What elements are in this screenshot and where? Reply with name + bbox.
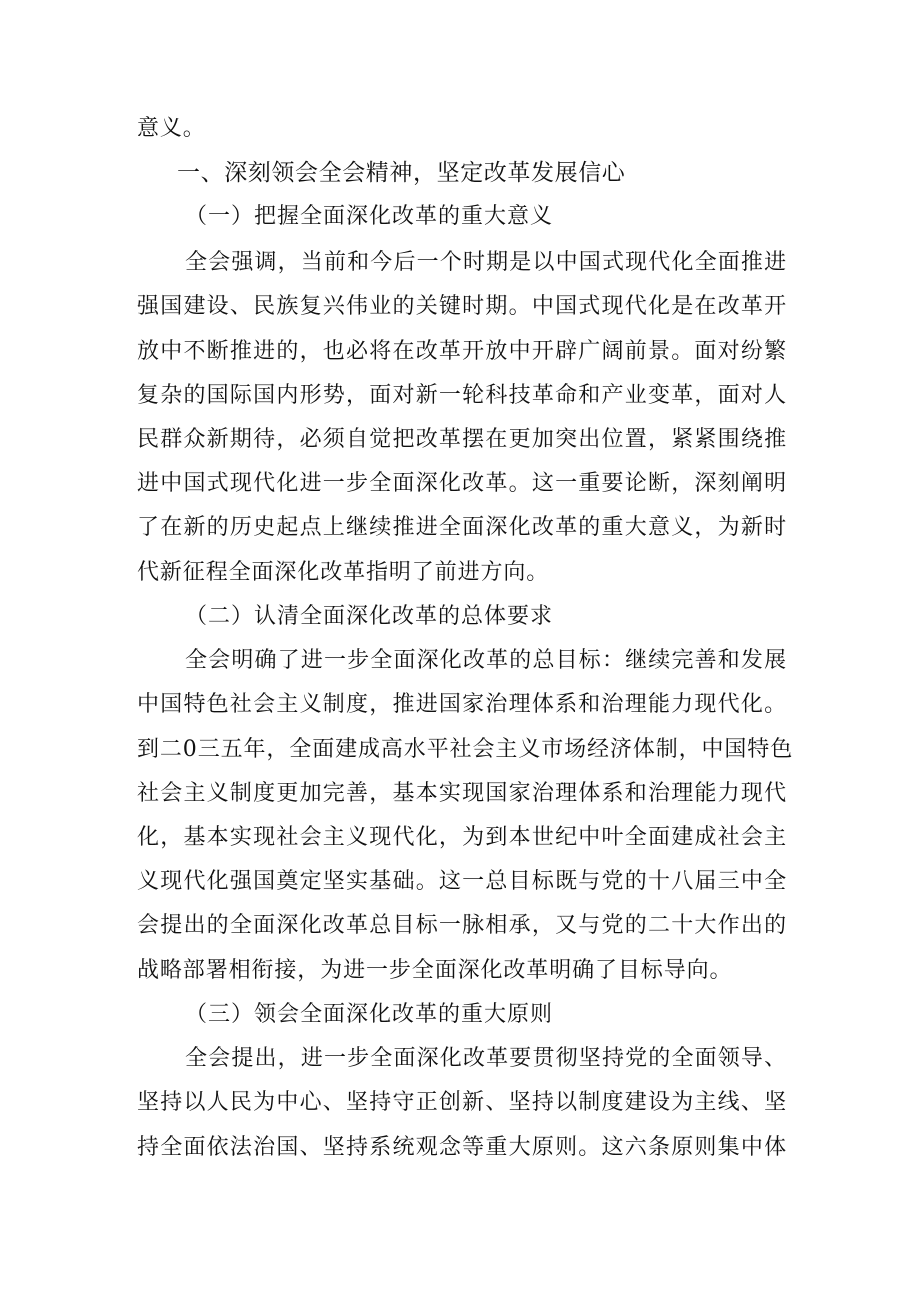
paragraph-3-line-1: 全会提出，进一步全面深化改革要贯彻坚持党的全面领导、 bbox=[185, 1046, 787, 1071]
paragraph-1-line-5: 民群众新期待，必须自觉把改革摆在更加突出位置，紧紧围绕推 bbox=[137, 427, 787, 452]
paragraph-2-line-1: 全会明确了进一步全面深化改革的总目标：继续完善和发展 bbox=[185, 648, 787, 673]
subsection-heading-2: （二）认清全面深化改革的总体要求 bbox=[185, 604, 554, 629]
subsection-heading-3: （三）领会全面深化改革的重大原则 bbox=[185, 1002, 554, 1027]
paragraph-1-line-2: 强国建设、民族复兴伟业的关键时期。中国式现代化是在改革开 bbox=[137, 294, 787, 319]
paragraph-1-line-6: 进中国式现代化进一步全面深化改革。这一重要论断，深刻阐明 bbox=[137, 471, 787, 496]
subsection-heading-1: （一）把握全面深化改革的重大意义 bbox=[185, 204, 554, 229]
paragraph-3-line-2: 坚持以人民为中心、坚持守正创新、坚持以制度建设为主线、坚 bbox=[137, 1090, 787, 1115]
paragraph-end-line: 意义。 bbox=[137, 116, 206, 141]
paragraph-1-line-4: 复杂的国际国内形势，面对新一轮科技革命和产业变革，面对人 bbox=[137, 383, 787, 408]
paragraph-2-line-5: 化，基本实现社会主义现代化，为到本世纪中叶全面建成社会主 bbox=[137, 825, 787, 850]
paragraph-2-line-6: 义现代化强国奠定坚实基础。这一总目标既与党的十八届三中全 bbox=[137, 869, 787, 894]
paragraph-2-line-4: 社会主义制度更加完善，基本实现国家治理体系和治理能力现代 bbox=[137, 781, 787, 806]
paragraph-2-line-3: 到二0三五年，全面建成高水平社会主义市场经济体制，中国特色 bbox=[137, 737, 794, 762]
paragraph-2-line-7: 会提出的全面深化改革总目标一脉相承，又与党的二十大作出的 bbox=[137, 913, 787, 938]
paragraph-1-line-7: 了在新的历史起点上继续推进全面深化改革的重大意义，为新时 bbox=[137, 515, 787, 540]
paragraph-1-line-8: 代新征程全面深化改革指明了前进方向。 bbox=[137, 560, 550, 585]
paragraph-1-line-3: 放中不断推进的，也必将在改革开放中开辟广阔前景。面对纷繁 bbox=[137, 339, 787, 364]
paragraph-2-line-8: 战略部署相衔接，为进一步全面深化改革明确了目标导向。 bbox=[137, 958, 733, 983]
section-heading: 一、深刻领会全会精神，坚定改革发展信心 bbox=[177, 160, 626, 186]
paragraph-2-line-2: 中国特色社会主义制度，推进国家治理体系和治理能力现代化。 bbox=[137, 692, 787, 717]
paragraph-3-line-3: 持全面依法治国、坚持系统观念等重大原则。这六条原则集中体 bbox=[137, 1135, 787, 1160]
paragraph-1-line-1: 全会强调，当前和今后一个时期是以中国式现代化全面推进 bbox=[185, 250, 787, 275]
